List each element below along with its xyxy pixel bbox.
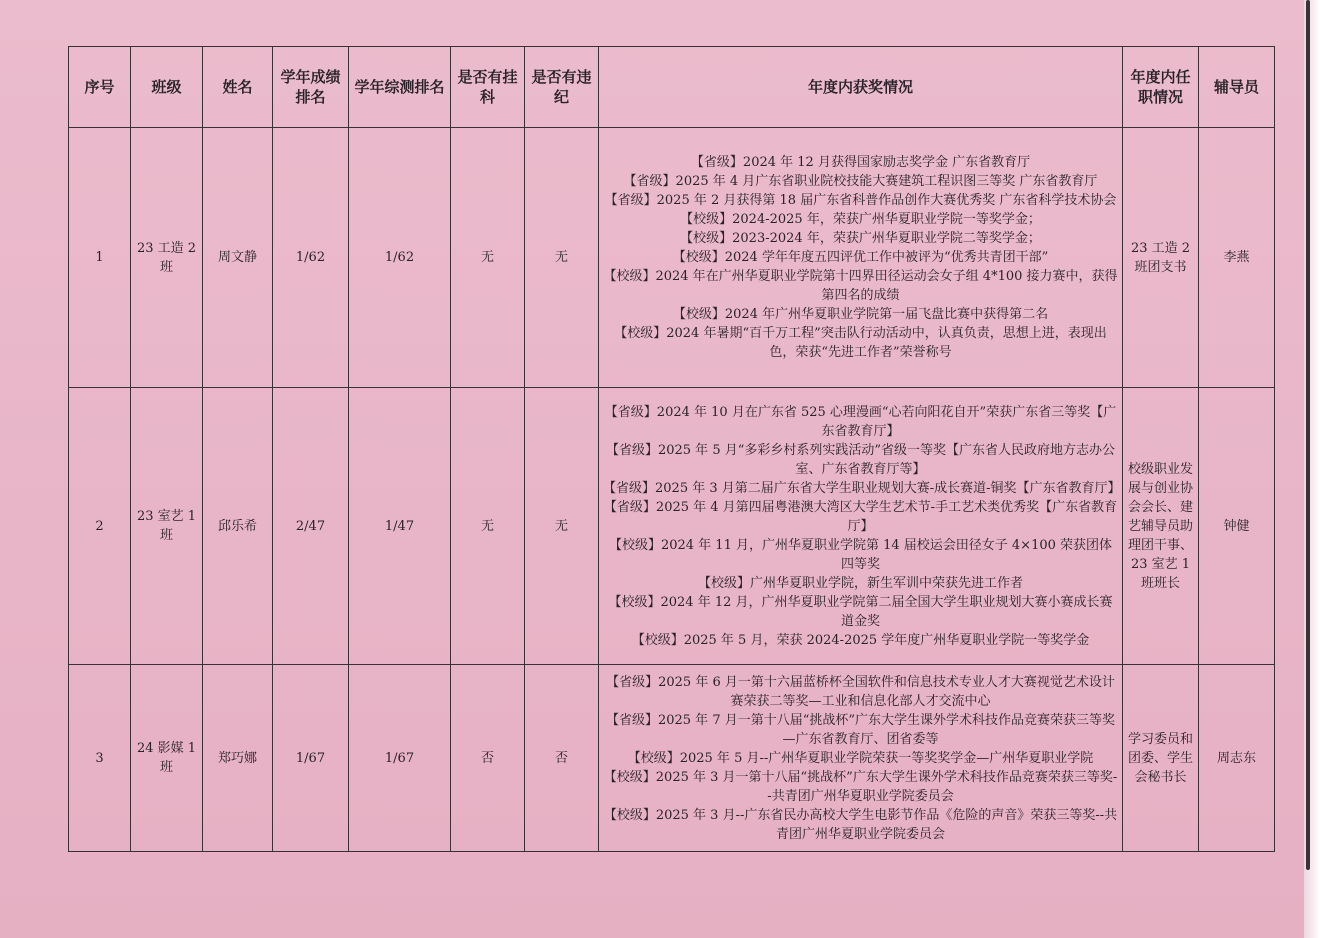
award-item: 【校级】2024 年暑期“百千万工程”突击队行动活动中，认真负责，思想上进，表现出色，荣获“先进工作者”荣誉称号: [614, 326, 1107, 360]
award-item: 【省级】2024 年 12 月获得国家励志奖学金 广东省教育厅: [690, 155, 1031, 170]
cell-name: 邱乐希: [203, 388, 273, 665]
header-position: 年度内任职情况: [1123, 47, 1199, 128]
award-item: 【校级】2024 年 11 月，广州华夏职业学院第 14 届校运会田径女子 4×100 荣获团体四等奖: [608, 537, 1113, 572]
award-item: 【省级】2024 年 10 月在广东省 525 心理漫画“心若向阳花自开”荣获广东省三等奖【广东省教育厅】: [604, 404, 1117, 439]
award-item: 【校级】2024-2025 年，荣获广州华夏职业学院一等奖学金；: [680, 212, 1041, 227]
award-item: 【校级】2023-2024 年，荣获广州华夏职业学院二等奖学金；: [680, 231, 1041, 246]
page-edge-line: [1306, 0, 1310, 870]
cell-seq: 3: [69, 665, 131, 852]
cell-class: 23 室艺 1 班: [131, 388, 203, 665]
award-item: 【校级】2025 年 5 月--广州华夏职业学院荣获一等奖奖学金—广州华夏职业学院: [627, 750, 1094, 766]
cell-violation: 无: [525, 128, 599, 388]
header-violation: 是否有违纪: [525, 47, 599, 128]
cell-overall-rank: 1/67: [349, 665, 451, 852]
cell-seq: 1: [69, 128, 131, 388]
award-item: 【校级】2024 年广州华夏职业学院第一届飞盘比赛中获得第二名: [672, 307, 1049, 322]
cell-seq: 2: [69, 388, 131, 665]
award-item: 【省级】2025 年 3 月第二届广东省大学生职业规划大赛-成长赛道-铜奖【广东省教育厅】: [603, 480, 1121, 496]
cell-class: 23 工造 2 班: [131, 128, 203, 388]
cell-grade-rank: 1/62: [273, 128, 349, 388]
cell-name: 郑巧娜: [203, 665, 273, 852]
cell-grade-rank: 2/47: [273, 388, 349, 665]
page-edge: [1304, 0, 1320, 938]
header-name: 姓名: [203, 47, 273, 128]
header-class: 班级: [131, 47, 203, 128]
cell-overall-rank: 1/62: [349, 128, 451, 388]
cell-position: 校级职业发展与创业协会会长、建艺辅导员助理团干事、23 室艺 1 班班长: [1123, 388, 1199, 665]
table-row: [69, 128, 1275, 388]
student-award-table: [68, 46, 1275, 852]
cell-failed: 无: [451, 128, 525, 388]
header-awards: 年度内获奖情况: [599, 47, 1123, 128]
header-counselor: 辅导员: [1199, 47, 1275, 128]
award-item: 【省级】2025 年 5 月“多彩乡村系列实践活动”省级一等奖【广东省人民政府地方志办公室、广东省教育厅等】: [605, 442, 1116, 477]
cell-awards: [599, 388, 1123, 665]
cell-failed: 否: [451, 665, 525, 852]
cell-counselor: 钟健: [1199, 388, 1275, 665]
award-item: 【校级】2025 年 3 月一第十八届“挑战杯”广东大学生课外学术科技作品竞赛荣获三等奖--共青团广州华夏职业学院委员会: [603, 769, 1118, 804]
cell-counselor: 李燕: [1199, 128, 1275, 388]
table-row: [69, 665, 1275, 852]
award-item: 【省级】2025 年 7 月一第十八届“挑战杯”广东大学生课外学术科技作品竞赛荣获三等奖—广东省教育厅、团省委等: [605, 712, 1116, 747]
header-overall-rank: 学年综测排名: [349, 47, 451, 128]
award-item: 【校级】2025 年 3 月--广东省民办高校大学生电影节作品《危险的声音》荣获三等奖--共青团广州华夏职业学院委员会: [603, 807, 1118, 842]
award-item: 【省级】2025 年 4 月广东省职业院校技能大赛建筑工程识图三等奖 广东省教育厅: [623, 174, 1098, 189]
header-row: [69, 47, 1275, 128]
cell-grade-rank: 1/67: [273, 665, 349, 852]
award-item: 【省级】2025 年 4 月第四届粤港澳大湾区大学生艺术节-手工艺术类优秀奖【广东省教育厅】: [603, 499, 1118, 534]
cell-position: 学习委员和团委、学生会秘书长: [1123, 665, 1199, 852]
award-item: 【校级】2024 年在广州华夏职业学院第十四界田径运动会女子组 4*100 接力赛中，获得第四名的成绩: [603, 269, 1118, 303]
award-item: 【省级】2025 年 2 月获得第 18 届广东省科普作品创作大赛优秀奖 广东省科学技术协会: [604, 193, 1117, 208]
cell-awards: [599, 665, 1123, 852]
award-item: 【校级】2024 学年年度五四评优工作中被评为“优秀共青团干部”: [672, 250, 1049, 265]
award-item: 【省级】2025 年 6 月一第十六届蓝桥杯全国软件和信息技术专业人才大赛视觉艺术设计赛荣获二等奖—工业和信息化部人才交流中心: [606, 674, 1115, 709]
cell-class: 24 影媒 1 班: [131, 665, 203, 852]
cell-awards: [599, 128, 1123, 388]
cell-violation: 无: [525, 388, 599, 665]
cell-counselor: 周志东: [1199, 665, 1275, 852]
award-item: 【校级】广州华夏职业学院，新生军训中荣获先进工作者: [697, 575, 1023, 591]
cell-overall-rank: 1/47: [349, 388, 451, 665]
header-failed: 是否有挂科: [451, 47, 525, 128]
award-item: 【校级】2025 年 5 月，荣获 2024-2025 学年度广州华夏职业学院一等奖学金: [631, 632, 1090, 648]
cell-failed: 无: [451, 388, 525, 665]
header-grade-rank: 学年成绩排名: [273, 47, 349, 128]
header-seq: 序号: [69, 47, 131, 128]
award-item: 【校级】2024 年 12 月，广州华夏职业学院第二届全国大学生职业规划大赛小赛成长赛道金奖: [608, 594, 1113, 629]
cell-name: 周文静: [203, 128, 273, 388]
cell-violation: 否: [525, 665, 599, 852]
table-row: [69, 388, 1275, 665]
cell-position: 23 工造 2 班团支书: [1123, 128, 1199, 388]
